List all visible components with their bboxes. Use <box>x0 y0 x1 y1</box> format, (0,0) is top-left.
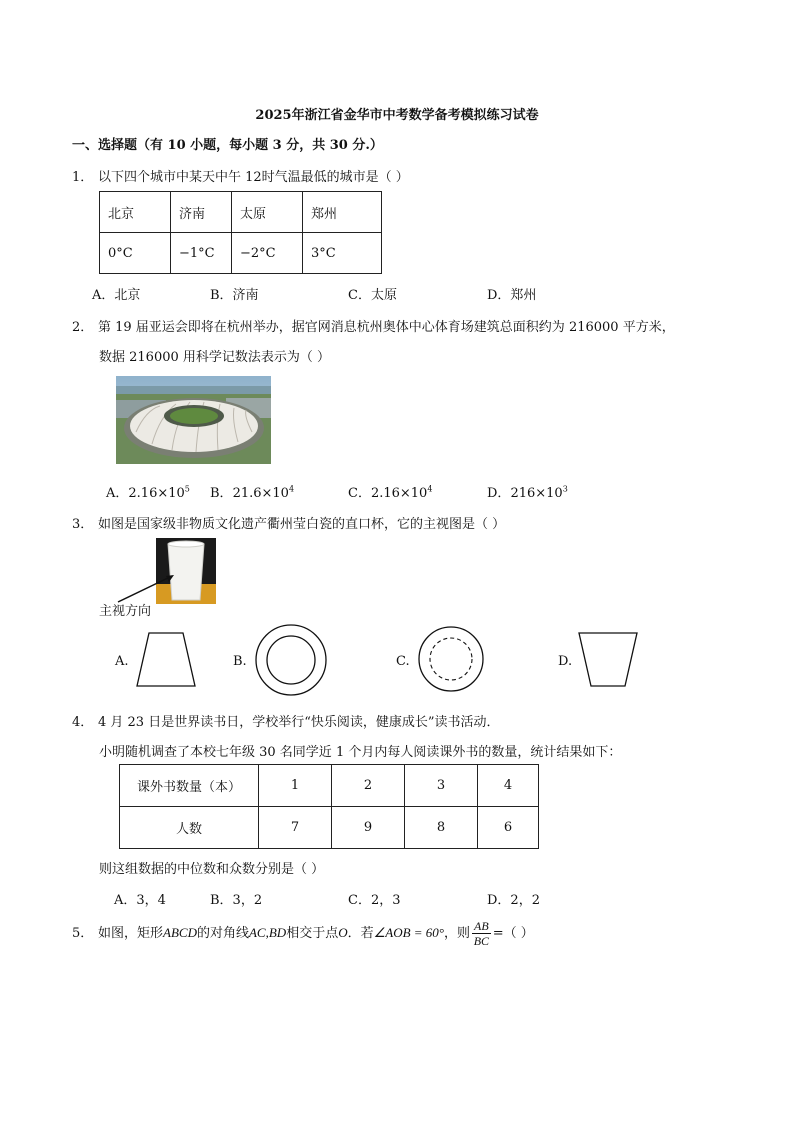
question-1 <box>72 166 409 185</box>
table-cell: 郑州 <box>303 192 382 233</box>
question-number: 4． <box>72 715 94 730</box>
table-cell: −1°C <box>171 233 232 274</box>
table-cell: 北京 <box>100 192 171 233</box>
reading-survey-table <box>119 764 539 849</box>
option-d[interactable]: D. <box>558 654 573 669</box>
table-cell: 6 <box>478 807 539 849</box>
question-text-line3: 则这组数据的中位数和众数分别是（ ） <box>99 862 325 877</box>
rectangle-name: ABCD <box>163 925 197 940</box>
question-text: 4 月 23 日是世界读书日，学校举行“快乐阅读，健康成长”读书活动． <box>98 715 500 730</box>
option-b[interactable]: B．$21.6\times 10^4$ <box>210 484 295 501</box>
diagonals: AC,BD <box>248 925 287 940</box>
circle-dashed-inner-icon[interactable] <box>417 625 485 693</box>
question-number: 1． <box>72 170 94 185</box>
question-text-line2: 小明随机调查了本校七年级 30 名同学近 1 个月内每人阅读课外书的数量，统计结果如下： <box>99 745 622 760</box>
exam-title: 2025年浙江省金华市中考数学备考模拟练习试卷 <box>255 108 539 123</box>
trapezoid-wide-top-icon[interactable] <box>576 630 640 690</box>
option-d[interactable]: D．$216\times 10^3$ <box>487 484 568 501</box>
option-b[interactable]: B. <box>233 654 247 669</box>
point-o: O <box>338 925 348 940</box>
question-text: 如图是国家级非物质文化遗产衢州莹白瓷的直口杯，它的主视图是（ ） <box>98 517 506 532</box>
temperature-table <box>99 191 382 274</box>
option-a[interactable]: A. <box>115 654 129 669</box>
option-c[interactable]: C．2，3 <box>348 893 401 908</box>
table-header-cell: 课外书数量（本） <box>120 765 259 807</box>
section-heading: 一、选择题（有 10 小题，每小题 3 分，共 30 分.） <box>72 138 383 153</box>
angle-aob: ∠AOB = 60° <box>373 925 445 940</box>
question-number: 2． <box>72 320 94 335</box>
table-header-cell: 人数 <box>120 807 259 849</box>
table-cell: 太原 <box>232 192 303 233</box>
table-cell: −2°C <box>232 233 303 274</box>
trapezoid-narrow-top-icon[interactable] <box>134 630 198 690</box>
table-cell: 济南 <box>171 192 232 233</box>
table-cell: 3°C <box>303 233 382 274</box>
table-cell: 7 <box>259 807 332 849</box>
table-cell: 8 <box>405 807 478 849</box>
table-cell: 4 <box>478 765 539 807</box>
option-b[interactable]: B．济南 <box>210 288 259 303</box>
question-text: 以下四个城市中某天中午 12时气温最低的城市是（ ） <box>98 170 409 185</box>
table-cell: 2 <box>332 765 405 807</box>
concentric-circles-icon[interactable] <box>254 623 328 697</box>
table-cell: 1 <box>259 765 332 807</box>
question-number: 3． <box>72 517 94 532</box>
option-d[interactable]: D．郑州 <box>487 288 537 303</box>
question-number: 5． <box>72 926 94 941</box>
option-b[interactable]: B．3，2 <box>210 893 263 908</box>
option-c[interactable]: C．太原 <box>348 288 397 303</box>
question-2 <box>72 316 675 335</box>
question-3 <box>72 513 505 532</box>
stadium-photo <box>116 376 271 464</box>
option-c[interactable]: C. <box>396 654 410 669</box>
cup-photo <box>116 538 216 604</box>
option-d[interactable]: D．2，2 <box>487 893 540 908</box>
question-5: 5． 如图，矩形ABCD的对角线AC,BD相交于点O．若∠AOB = 60°，则 $\frac{AB}{BC}$ =（ ） <box>72 919 534 948</box>
question-4 <box>72 711 500 730</box>
option-a[interactable]: A．北京 <box>92 288 141 303</box>
option-a[interactable]: A．3，4 <box>114 893 166 908</box>
question-text-line2: 数据 216000 用科学记数法表示为（ ） <box>99 350 331 365</box>
table-cell: 0°C <box>100 233 171 274</box>
option-c[interactable]: C．$2.16\times 10^4$ <box>348 484 433 501</box>
ratio-fraction: $\frac{AB}{BC}$ <box>473 919 490 948</box>
view-direction-caption: 主视方向 <box>99 604 152 619</box>
option-a[interactable]: A．$2.16\times 10^5$ <box>106 484 190 501</box>
table-cell: 9 <box>332 807 405 849</box>
question-text: 第 19 届亚运会即将在杭州举办，据官网消息杭州奥体中心体育场建筑总面积约为 216000 平方米， <box>98 320 675 335</box>
table-cell: 3 <box>405 765 478 807</box>
